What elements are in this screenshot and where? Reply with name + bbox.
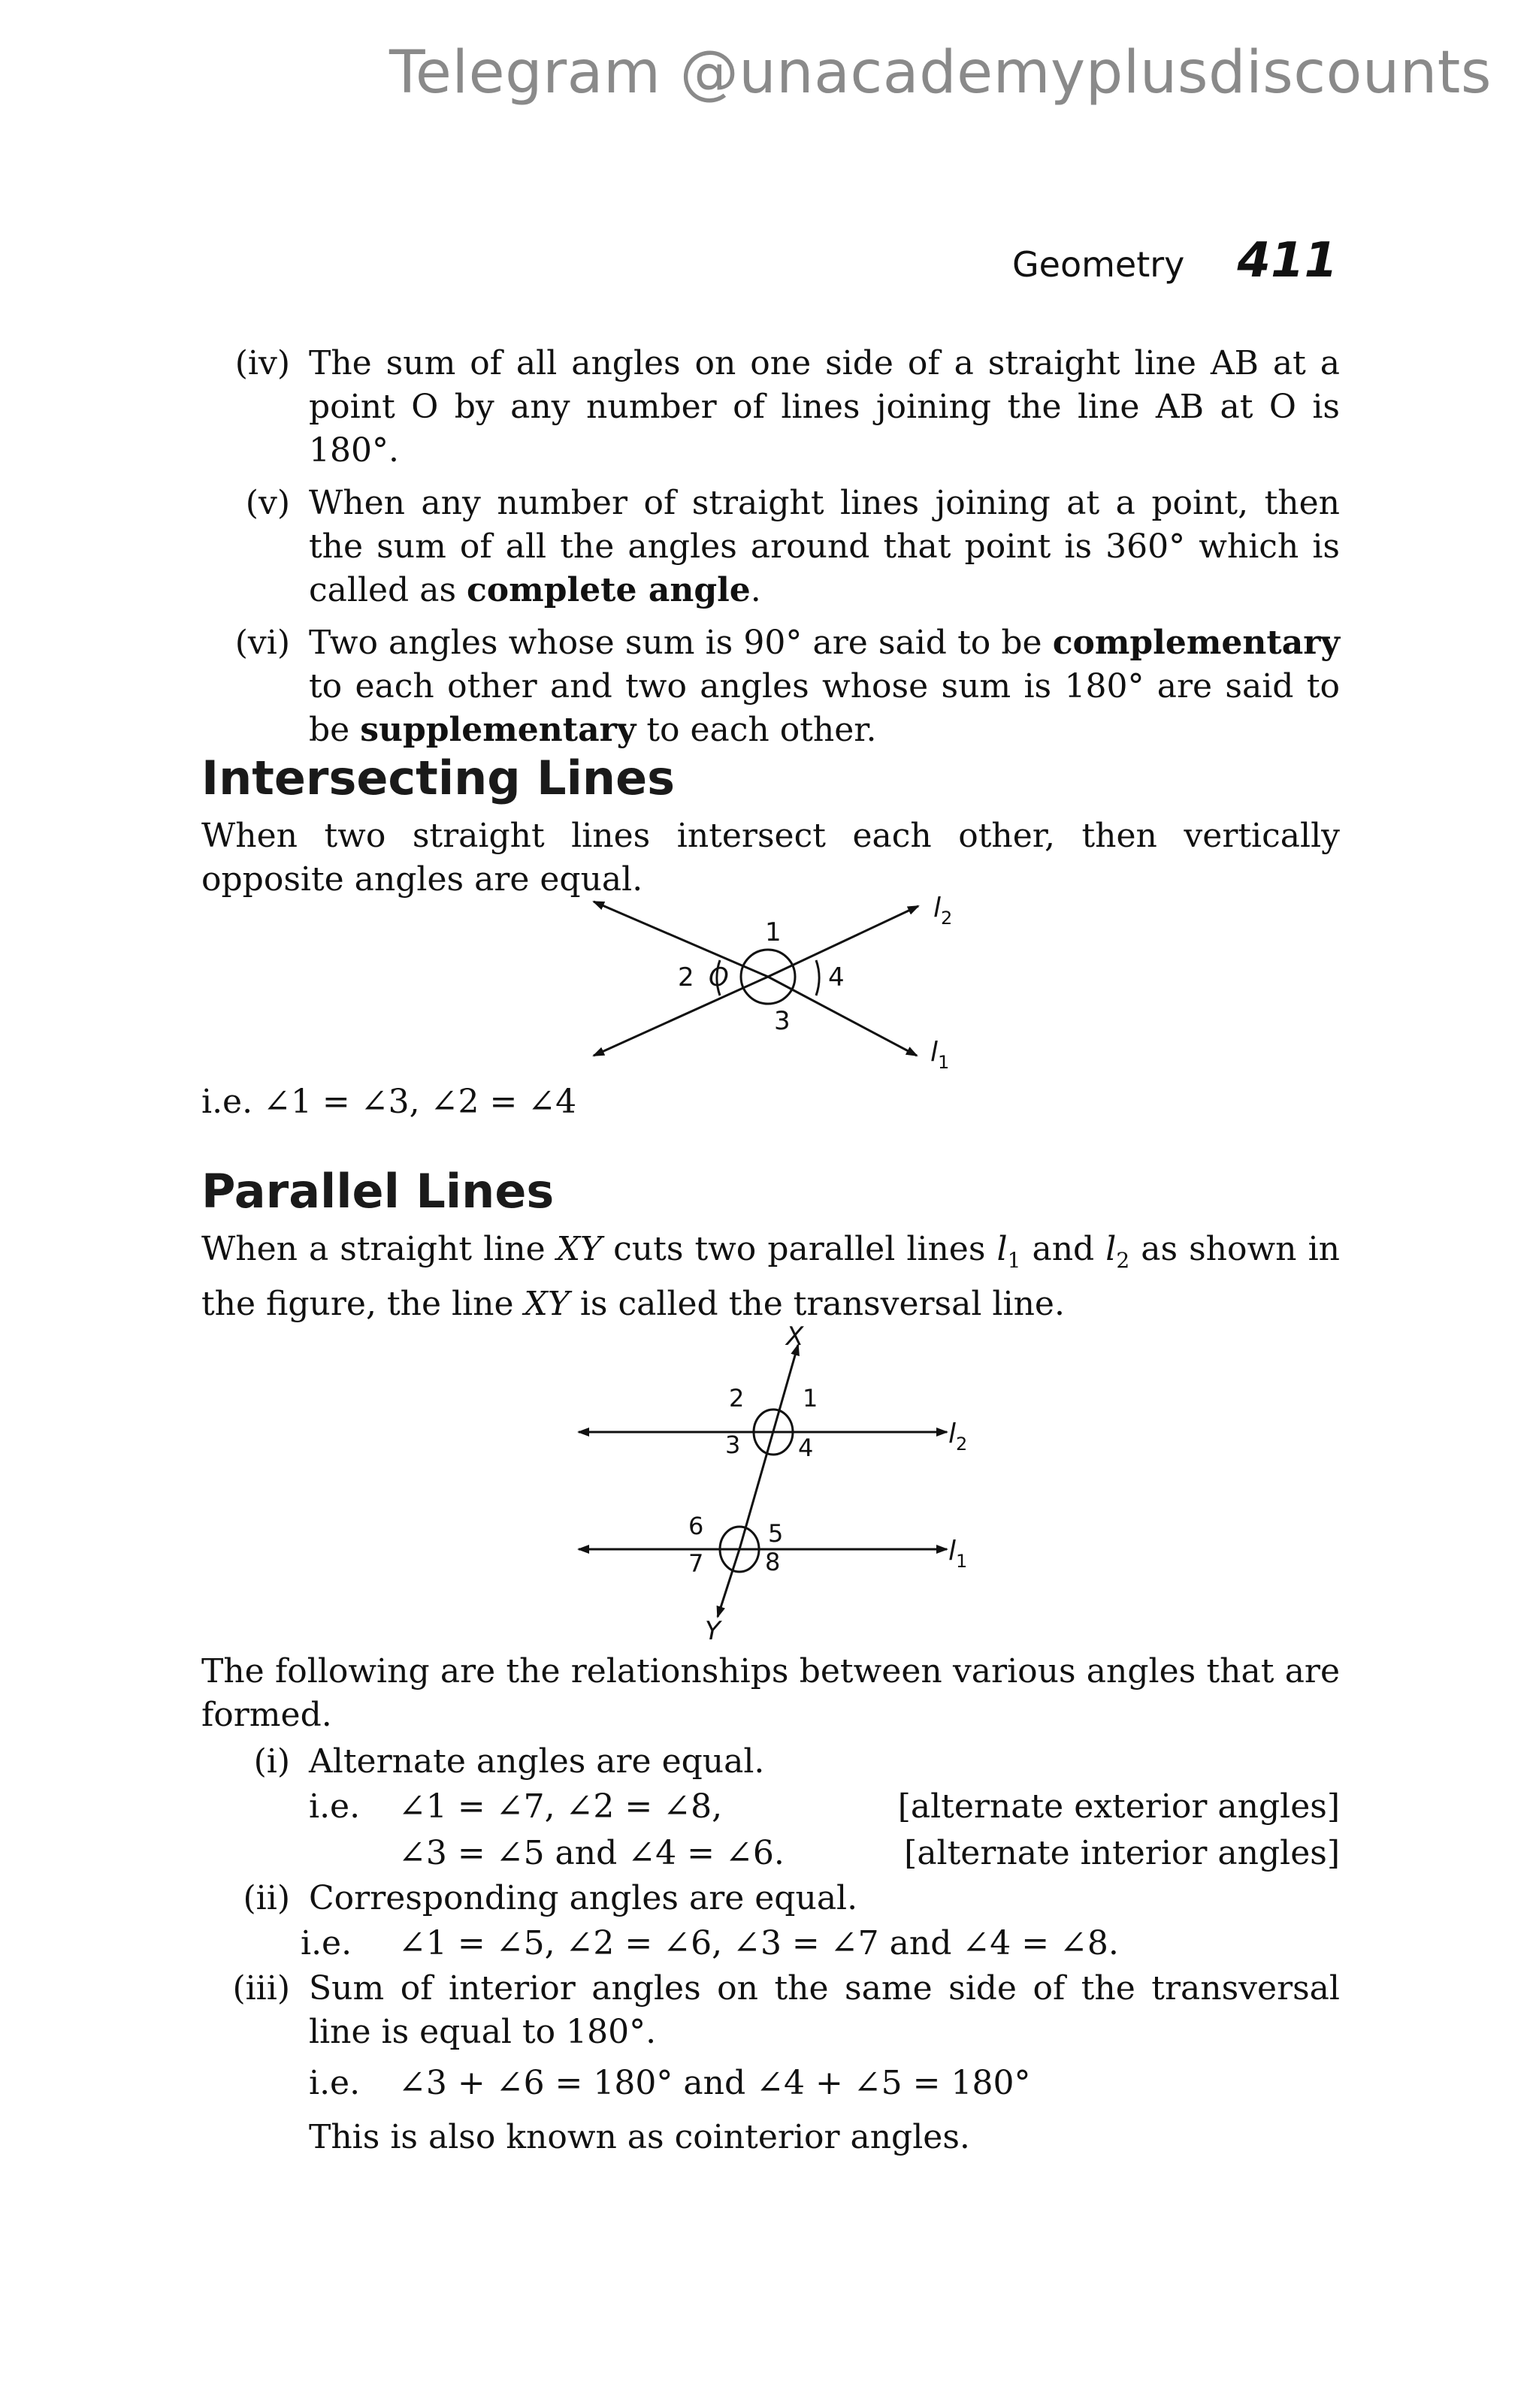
line-label-l1: $l_1$ bbox=[930, 1037, 950, 1073]
heading-intersecting-lines: Intersecting Lines bbox=[201, 751, 676, 805]
point-label-O: O bbox=[709, 962, 729, 993]
section-title: Geometry bbox=[1012, 244, 1185, 285]
line-label-l2: $l_2$ bbox=[948, 1419, 968, 1455]
term-complementary: complementary bbox=[1052, 624, 1340, 662]
angle-label-5: 5 bbox=[768, 1519, 784, 1548]
angle-label-3: 3 bbox=[774, 1006, 791, 1036]
list-item-vi: (vi) Two angles whose sum is 90° are said to be complementary to each other and two angles whose sum is 180° are said to be supplementary to each other. bbox=[234, 624, 1340, 749]
running-head bbox=[0, 233, 1338, 289]
line-label-l1: $l_1$ bbox=[948, 1536, 968, 1572]
relation-i: (i) Alternate angles are equal. bbox=[253, 1742, 765, 1781]
term-complete-angle: complete angle bbox=[467, 571, 751, 609]
angle-label-4: 4 bbox=[828, 962, 845, 993]
heading-parallel-lines: Parallel Lines bbox=[201, 1164, 555, 1219]
angle-label-2: 2 bbox=[678, 962, 694, 993]
label-Y: Y bbox=[705, 1616, 721, 1645]
angle-label-2: 2 bbox=[729, 1384, 745, 1412]
intersecting-lines-figure bbox=[571, 887, 992, 1074]
properties-list bbox=[201, 342, 1340, 752]
intersecting-result: i.e. ∠1 = ∠3, ∠2 = ∠4 bbox=[201, 1083, 577, 1121]
watermark: Telegram @unacademyplusdiscounts bbox=[389, 39, 1492, 107]
parallel-text: When a straight line XY cuts two parallel lines $l_1$ and $l_2$ as shown in the figure, the line XY is called the transversal line. bbox=[201, 1230, 1340, 1323]
list-item-text: The sum of all angles on one side of a straight line AB at a point O by any number of lines joining the line AB at O is 180°. bbox=[309, 344, 1340, 470]
line-label-l2: $l_2$ bbox=[933, 893, 953, 929]
relation-i-eq1: i.e. ∠1 = ∠7, ∠2 = ∠8, [alternate exterior angles] bbox=[309, 1787, 1340, 1826]
relation-iii-eq: i.e. ∠3 + ∠6 = 180° and ∠4 + ∠5 = 180° bbox=[309, 2064, 1031, 2102]
angle-label-8: 8 bbox=[765, 1548, 781, 1576]
intersecting-text: When two straight lines intersect each other, then vertically opposite angles are equal. bbox=[201, 817, 1340, 899]
angle-label-6: 6 bbox=[688, 1512, 704, 1540]
angle-label-1: 1 bbox=[765, 917, 782, 947]
angle-label-7: 7 bbox=[688, 1549, 704, 1578]
term-supplementary: supplementary bbox=[360, 711, 636, 749]
label-X: X bbox=[786, 1322, 804, 1352]
relation-i-eq2: ∠3 = ∠5 and ∠4 = ∠6. [alternate interior angles] bbox=[398, 1834, 1340, 1872]
relation-iii-note: This is also known as cointerior angles. bbox=[309, 2118, 970, 2156]
relations-intro: The following are the relationships between various angles that are formed. bbox=[201, 1652, 1340, 1734]
relation-ii: (ii) Corresponding angles are equal. bbox=[243, 1879, 858, 1917]
list-item-iv: (iv) The sum of all angles on one side of a straight line AB at a point O by any number of lines joining the line AB at O is 180°. bbox=[201, 342, 1340, 473]
parallel-section bbox=[201, 1162, 1340, 1326]
relation-iii: (iii) Sum of interior angles on the same side of the transversal line is equal to 180°. bbox=[232, 1969, 1340, 2051]
relations-section bbox=[201, 1650, 1340, 2161]
relation-ii-eq: i.e. ∠1 = ∠5, ∠2 = ∠6, ∠3 = ∠7 and ∠4 = ∠8. bbox=[301, 1924, 1119, 1962]
page-number: 411 bbox=[1237, 233, 1338, 289]
angle-label-4: 4 bbox=[798, 1434, 814, 1462]
intersecting-section bbox=[201, 748, 1340, 902]
list-item-v: (v) When any number of straight lines joining at a point, then the sum of all the angles around that point is 360° which is called as complete angle. bbox=[245, 484, 1340, 609]
angle-arc-4 bbox=[816, 960, 819, 996]
angle-label-1: 1 bbox=[803, 1384, 818, 1412]
parallel-lines-figure bbox=[564, 1322, 984, 1645]
angle-label-3: 3 bbox=[725, 1431, 741, 1459]
